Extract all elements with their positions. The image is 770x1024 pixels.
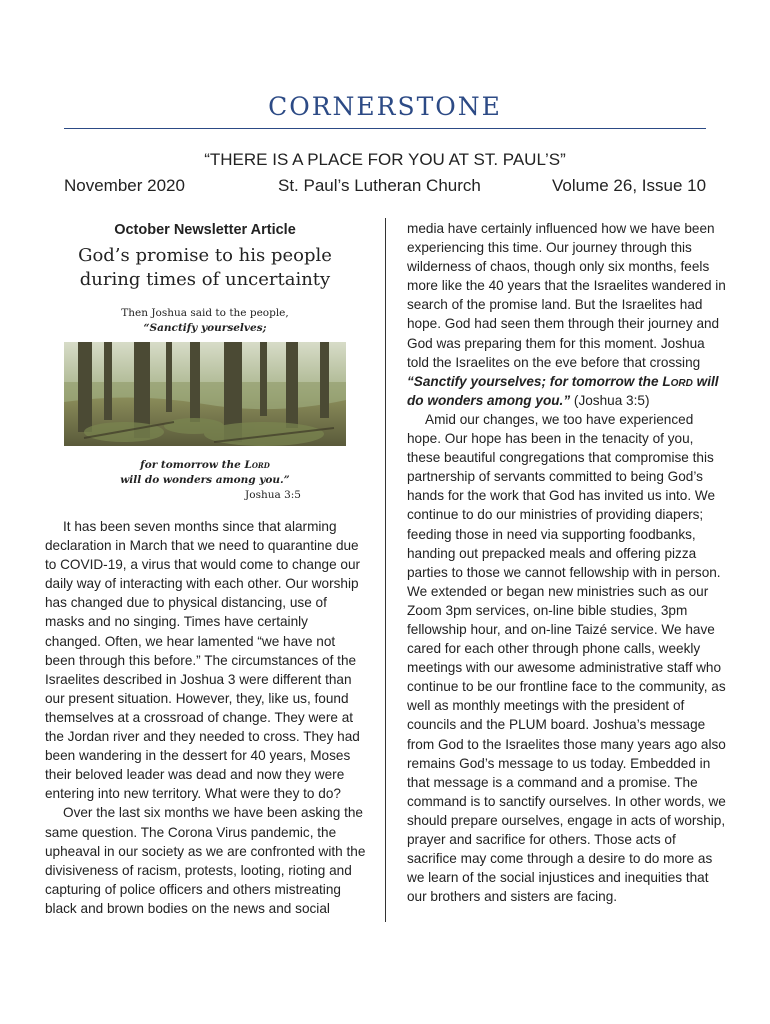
- column-divider: [385, 218, 386, 922]
- newsletter-title: CORNERSTONE: [268, 92, 502, 121]
- inline-quote: “Sanctify yourselves; for tomorrow the: [407, 373, 663, 389]
- body-text-run: media have certainly influenced how we have been experiencing this time. Our journey through this wilderness of chaos, though only six months, feels more like the 40 years that the Israelites wandered in search of the promise land. But the Israelites had hope. God had seen them through their journey and God was preparing them for this moment. Joshua told the Israelites on the eve before that crossing: [407, 221, 726, 370]
- issue-date: November 2020: [64, 176, 185, 195]
- quote-line-2: [45, 458, 365, 473]
- scripture-reference: Joshua 3:5: [245, 489, 301, 501]
- article-heading: October Newsletter Article: [114, 222, 296, 238]
- article-body-left: [45, 517, 367, 918]
- quote-line-2-text: for tomorrow the: [140, 459, 245, 471]
- quote-line-1: “Sanctify yourselves;: [143, 322, 267, 334]
- article-body-right: [407, 219, 729, 906]
- volume-issue: Volume 26, Issue 10: [552, 176, 707, 195]
- body-paragraph: It has been seven months since that alarming declaration in March that we need to quarantine due to COVID-19, a virus that would come to change our daily way of interacting with each other. Our worship has changed due to physical distancing, use of masks and no singing. Times have certainly changed. Often, we hear lamented “we have not been through this before.” The circumstances of the Israelites described in Joshua 3 were different than our present situation. However, they, like us, found themselves at a crossroad of change. They were at the Jordan river and they needed to cross. They had been wandering in the dessert for 40 years, Moses their beloved leader was dead and now they were entering into new territory. What were they to do?: [45, 519, 361, 802]
- quote-line-3: will do wonders among you.”: [120, 474, 290, 486]
- inline-quote-end: will do wonders among you.”: [407, 373, 719, 408]
- quote-lord: Lord: [244, 459, 270, 471]
- tagline: “THERE IS A PLACE FOR YOU AT ST. PAUL’S”: [204, 150, 566, 169]
- inline-reference: (Joshua 3:5): [573, 392, 650, 408]
- scripture-quote-closing: [45, 458, 365, 503]
- church-name: St. Paul’s Lutheran Church: [278, 176, 481, 195]
- inline-quote-lord: Lord: [662, 373, 693, 389]
- body-paragraph: Over the last six months we have been asking the same question. The Corona Virus pandemic, the upheaval in our society as we are confronted with the divisiveness of racism, protests, looting, rioting and capturing of police officers and others mistreating black and brown bodies on the news and social: [45, 805, 366, 916]
- forest-photo: [64, 342, 346, 446]
- article-title: God’s promise to his people during times of uncertainty: [78, 245, 332, 290]
- forest-image: [64, 342, 346, 446]
- body-paragraph: Amid our changes, we too have experienced hope. Our hope has been in the tenacity of you, these beautiful congregations that compromise this partnership of servants committed to being God’s hands for the work that God has invited us into. We continue to do our ministries of providing diapers; feeding those in need via supporting foodbanks, handing out prepacked meals and offering pizza parties to those we cannot fellowship with in person. We extended or began new ministries such as our Zoom 3pm services, on-line bible studies, 3pm fellowship hour, and on-line Taizé service. We have cared for each other through phone calls, weekly meetings with our awesome administrative staff who continue to be our frontline face to the community, as well as monthly meetings with the president of councils and the PLUM board. Joshua’s message from God to the Israelites those many years ago also remains God’s message to us today. Embedded in that message is a command and a promise. The command is to sanctify ourselves. In other words, we should prepare ourselves, engage in acts of worship, prayer and sacrifice for others. Those acts of sacrifice may come through a desire to do more as we learn of the social injustices and inequities that our brothers and sisters are facing.: [407, 411, 726, 905]
- article-header: [45, 220, 365, 336]
- masthead-divider: [64, 128, 706, 129]
- body-paragraph: [407, 219, 729, 410]
- scripture-quote-intro: [45, 306, 365, 336]
- quote-intro-line: Then Joshua said to the people,: [121, 307, 289, 319]
